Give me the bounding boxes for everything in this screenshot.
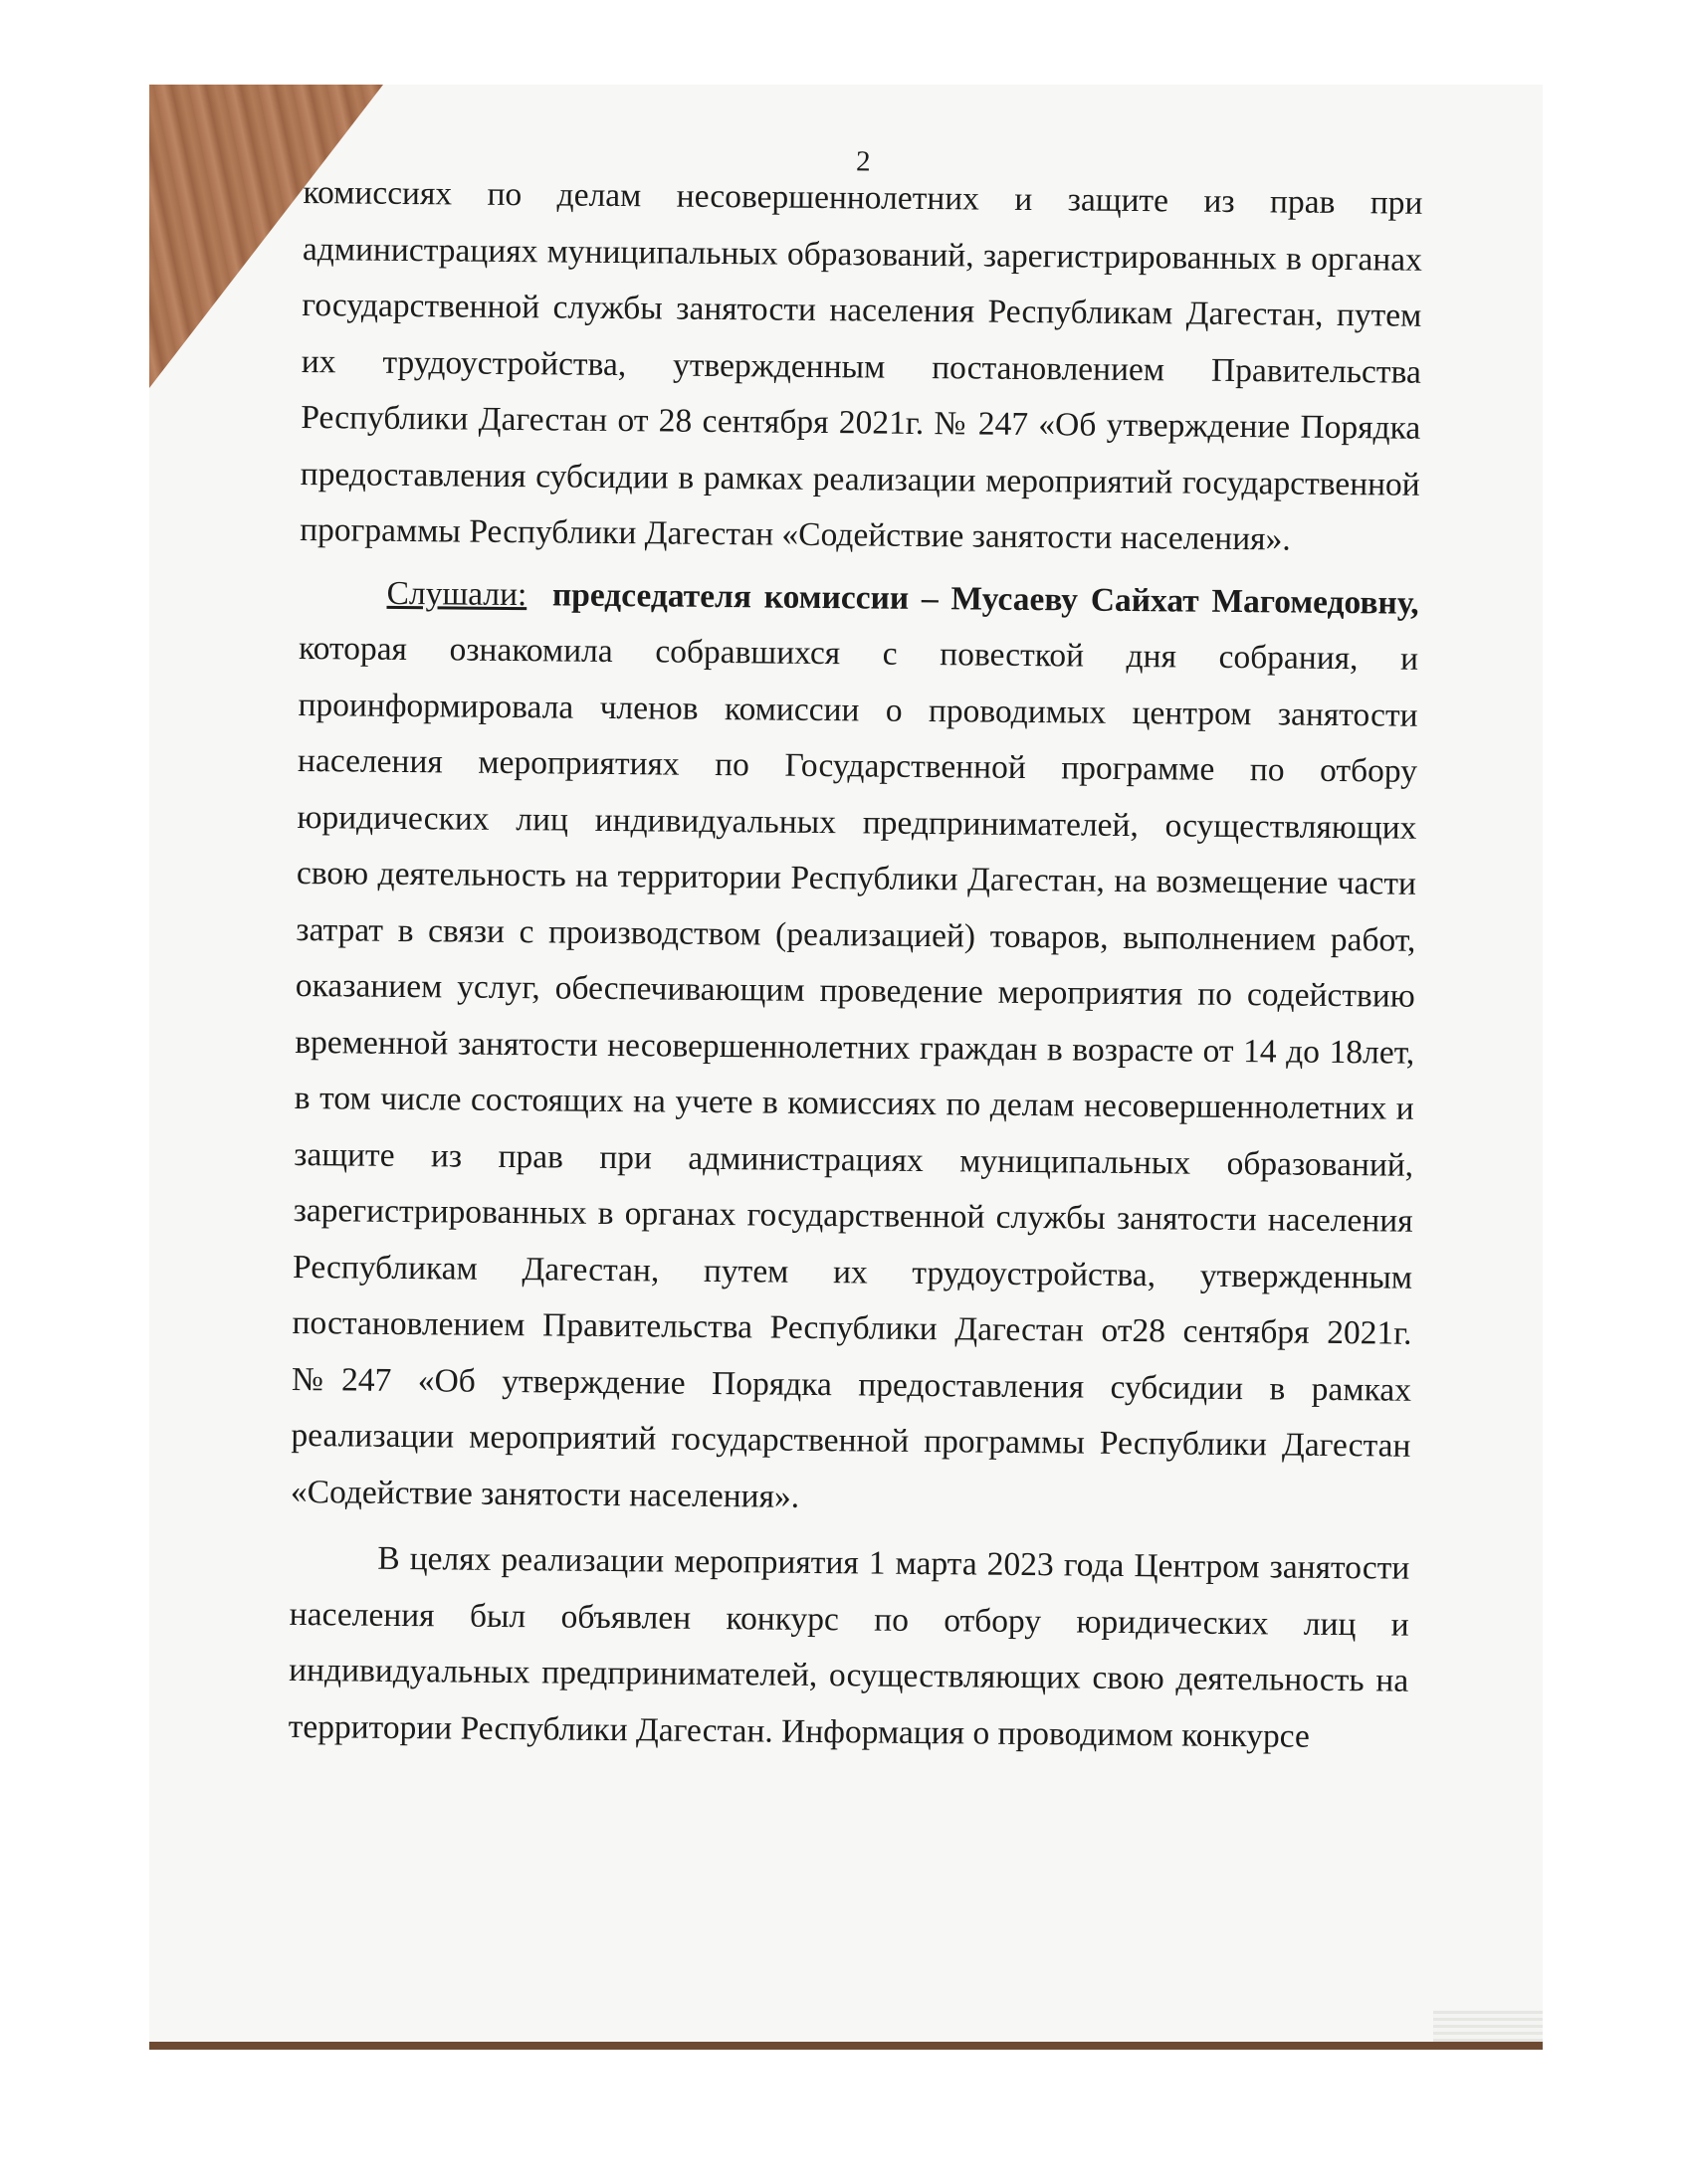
page-number: 2 [855, 145, 871, 178]
page-stack-edge [1433, 2010, 1543, 2042]
paragraph-heard [291, 564, 1419, 1530]
document-page [288, 139, 1423, 1766]
paragraph-contest: В целях реализации мероприятия 1 марта 2023 года Центром занятости населения был объявлен конкурс по отбору юридических лиц и индивидуальных предпринимателей, осуществляющих свою деятельность на территории Республики Дагестан. Информация о проводимом конкурсе [288, 1539, 1410, 1755]
wood-background-bottom [149, 2042, 1543, 2050]
heard-text: которая ознакомила собравшихся с повесткой дня собрания, и проинформировала членов комиссии о проводимых центром занятости населения мероприятиях по Государственной программе по отбору юридических лиц индивидуальных предпринимателей, осуществляющих свою деятельность на территории Республики Дагестан, на возмещение части затрат в связи с производством (реализацией) товаров, выполнением работ, оказанием услуг, обеспечивающим проведение мероприятия по содействию временной занятости несовершеннолетних граждан в возрасте от 14 до 18лет, в том числе состоящих на учете в комиссиях по делам несовершеннолетних и защите из прав при администрациях муниципальных образований, зарегистрированных в органах государственной службы занятости населения Республикам Дагестан, путем их трудоустройства, утвержденным постановлением Правительства Республики Дагестан от28 сентября 2021г. №247 «Об утверждение Порядка предоставления субсидии в рамках реализации мероприятий государственной программы Республики Дагестан «Содействие занятости населения». [290, 629, 1419, 1515]
paragraph-continuation: комиссиях по делам несовершеннолетних и защите из прав при администрациях муниципальных образований, зарегистрированных в органах государственной службы занятости населения Республикам Дагестан, путем их трудоустройства, утвержденным постановлением Правительства Республики Дагестан от 28 сентября 2021г. № 247 «Об утверждение Порядка предоставления субсидии в рамках реализации мероприятий государственной программы Республики Дагестан «Содействие занятости населения». [300, 173, 1423, 558]
heard-label: Слушали: [386, 574, 527, 613]
speaker-name: председателя комиссии – Мусаеву Сайхат Магомедовну, [551, 575, 1419, 622]
